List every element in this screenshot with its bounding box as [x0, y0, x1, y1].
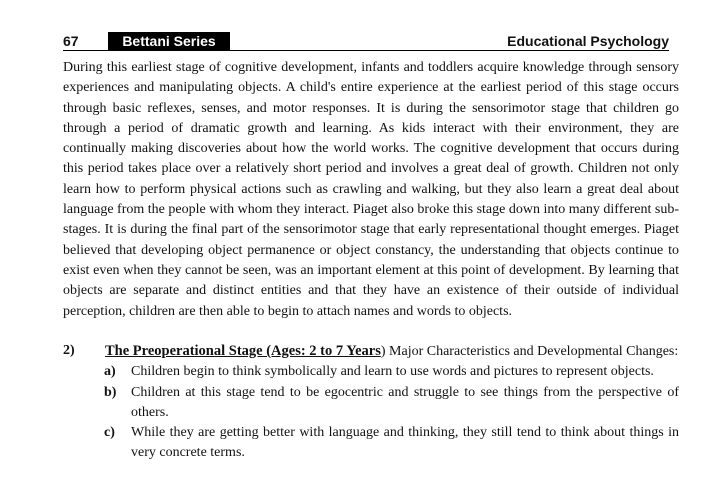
page-number: 67: [63, 33, 79, 49]
series-badge: Bettani Series: [108, 32, 230, 51]
list-item-text: Children at this stage tend to be egocentric and struggle to see things from the perspective of others.: [131, 384, 679, 420]
list-item: [104, 383, 679, 424]
list-item-text: While they are getting better with language and thinking, they still tend to think about things in very concrete terms.: [131, 425, 679, 461]
list-item-marker: b): [104, 384, 117, 400]
page: [63, 32, 679, 51]
section-subtitle: Major Characteristics and Developmental Changes:: [385, 344, 679, 359]
list-item-text: Children begin to think symbolically and learn to use words and pictures to represent objects.: [131, 364, 654, 380]
list-item-marker: c): [104, 425, 115, 441]
body-paragraph: During this earliest stage of cognitive development, infants and toddlers acquire knowledge through sensory experiences and manipulating objects. A child's entire experience at the earliest period of this stage occurs through basic reflexes, senses, and motor responses. It is during the sensorimotor stage that children go through a period of dramatic growth and learning. As kids interact with their environment, they are continually making discoveries about how the world works. The cognitive development that occurs during this period takes place over a relatively short period and involves a great deal of growth. Children not only learn how to perform physical actions such as crawling and walking, but they also learn a great deal about language from the people with whom they interact. Piaget also broke this stage down into many different sub-stages. It is during the final part of the sensorimotor stage that early representational thought emerges. Piaget believed that developing object permanence or object constancy, the understanding that objects continue to exist even when they cannot be seen, was an important element at this point of development. By learning that objects are separate and distinct entities and that they have an existence of their outside of individual perception, children are then able to begin to attach names and words to objects.: [63, 60, 679, 319]
section-title: The Preoperational Stage (Ages: 2 to 7 Years: [105, 343, 381, 359]
section-preoperational-stage: [63, 341, 679, 464]
list-item: [104, 362, 679, 382]
characteristics-list: [63, 362, 679, 463]
section-title-suffix: ): [380, 344, 386, 359]
list-item: [104, 423, 679, 464]
subject-title: Educational Psychology: [507, 33, 669, 49]
section-number: 2): [63, 343, 75, 358]
header-divider: [63, 50, 669, 51]
page-header: [63, 32, 679, 51]
list-item-marker: a): [104, 364, 116, 380]
section-heading: [105, 341, 679, 362]
